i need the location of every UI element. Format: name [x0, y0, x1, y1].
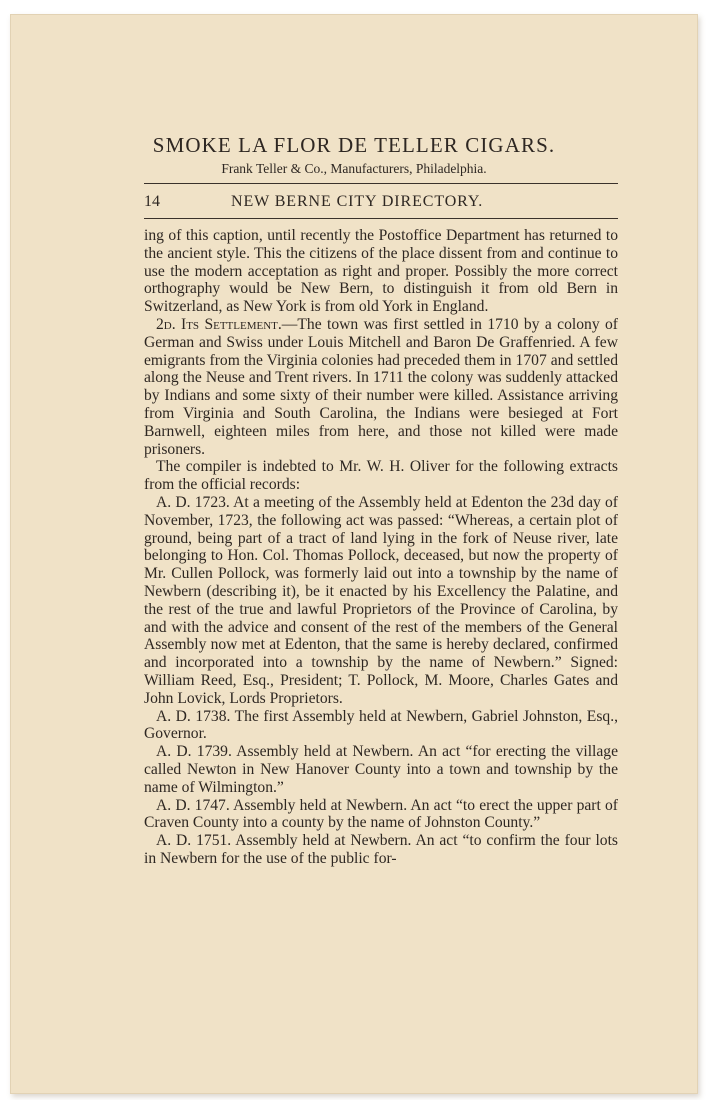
settlement-text: —The town was first settled in 1710 by a colony of German and Swiss under Louis Mitchell and Baron De Graffenried. A few emigrants from the Virginia colonies had preceded them in 1707 and settled along the Neuse and Trent rivers. In 1711 the colony was suddenly attacked by Indians and some sixty of their number were killed. Assistance arriving from Virginia and South Carolina, the Indians were besieged at Fort Barnwell, eighteen miles from here, and those not killed were made prisoners. [144, 315, 618, 458]
directory-page [10, 14, 698, 1094]
advertisement-title: SMOKE LA FLOR DE TELLER CIGARS. [152, 133, 556, 157]
paragraph-1723-act: A. D. 1723. At a meeting of the Assembly held at Edenton the 23d day of November, 1723, the following act was passed: “Whereas, a certain plot of ground, being part of a tract of land lying in the fork of Neuse river, late belonging to Hon. Col. Thomas Pollock, deceased, but now the property of Mr. Cullen Pollock, was formerly laid out into a township by the name of Newbern (describing it), be it enacted by his Excellency the Palatine, and the rest of the true and lawful Proprietors of the Province of Carolina, by and with the advice and consent of the rest of the members of the General Assembly now met at Edenton, that the same is hereby declared, confirmed and incorporated into a township by the name of Newbern.” Signed: William Reed, Esq., President; T. Pollock, M. Moore, Charles Gates and John Lovick, Lords Proprietors. [144, 493, 618, 707]
paragraph-1738: A. D. 1738. The first Assembly held at Newbern, Gabriel Johnston, Esq., Governor. [144, 707, 618, 743]
running-head: NEW BERNE CITY DIRECTORY. [231, 193, 484, 210]
section-label-settlement: 2d. Its Settlement. [156, 315, 282, 333]
paragraph-1739: A. D. 1739. Assembly held at Newbern. An act “for erecting the village called Newton in New Hanover County into a town and township by the name of Wilmington.” [144, 743, 618, 796]
header-rule-top [144, 183, 618, 184]
header-rule-bottom [144, 218, 618, 219]
paragraph-settlement [144, 316, 618, 458]
paragraph-compiler-note: The compiler is indebted to Mr. W. H. Oliver for the following extracts from the official records: [144, 458, 618, 494]
body-text [144, 227, 618, 868]
paragraph-1751: A. D. 1751. Assembly held at Newbern. An act “to confirm the four lots in Newbern for the use of the public for- [144, 832, 618, 867]
page-number: 14 [144, 193, 160, 210]
paragraph-1747: A. D. 1747. Assembly held at Newbern. An act “to erect the upper part of Craven County into a county by the name of Johnston County.” [144, 796, 618, 832]
advertisement-subtitle: Frank Teller & Co., Manufacturers, Philadelphia. [221, 161, 487, 176]
paragraph-caption-continuation: ing of this caption, until recently the Postoffice Department has returned to the ancient style. This the citizens of the place dissent from and continue to use the modern acceptation as right and proper. Possibly the more correct orthography would be New Bern, to distinguish it from old Bern in Switzerland, as New York is from old York in England. [144, 227, 618, 316]
